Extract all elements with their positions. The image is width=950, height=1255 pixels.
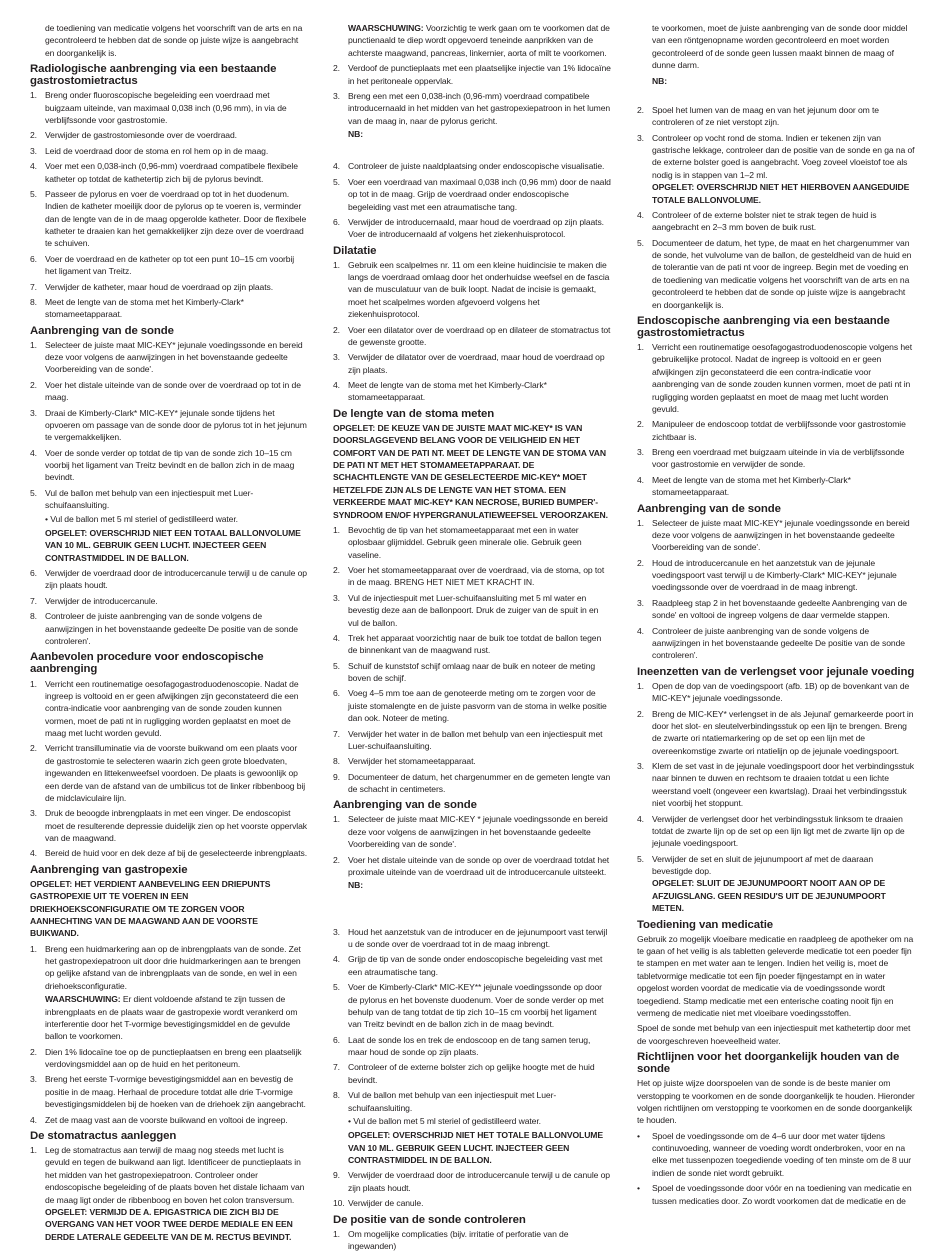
list-item: 4. Trek het apparaat voorzichtig naar de buik toe totdat de ballon tegen de binnenkant van de maagwand rust. <box>333 632 602 656</box>
list-item: 2. Verwijder de gastrostomiesonde over de voerdraad. <box>30 130 237 141</box>
list-item: 3. Vul de injectiespuit met Luer-schuifaansluiting met 5 ml water en bevestig deze aan de ballonpoort. Druk de zuiger van de spuit in en vul de ballon. <box>333 592 599 628</box>
list-item: 1. Selecteer de juiste maat MIC-KEY * jejunale voedingssonde en bereid deze voor volgens de aanwijzingen in het bovenstaande gedeelte Voorbereiding van de sonde'. <box>333 814 608 850</box>
list-item: 7. Verwijder het water in de ballon met behulp van een injectiespuit met Luer-schuifaansluiting. <box>333 728 603 751</box>
intro-text: de toediening van medicatie volgens het voorschrift van de arts en na gecontroleerd te hebben dat de sonde op juiste wijze is aangebracht en doorgankelijk is. <box>45 23 303 58</box>
list-item: 8. Verwijder het stomameetapparaat. <box>333 756 476 767</box>
list-item: 5. Verwijder de set en sluit de jejunumpoort af met de daaraan bevestigde dop. OPGELET: SLUIT DE JEJUNUMPOORT NOOIT AAN OP DE AFZUIGSLANG. GEEN RESIDU'S UIT DE JEJUNUMPOORT METEN. <box>637 853 915 915</box>
list-item: 1. Verricht een routinematige oesofagogastroduodenoscopie. Nadat de ingreep is voltooid en er geen afwijkingen zijn geconstateerd die een contra-indicatie voor aanbrenging van de sonde zouden kunnen vormen, moet de pati nt in rugligging worden geplaatst en moet de maag met lucht worden gevuld. <box>30 678 299 739</box>
section-heading: De lengte van de stoma meten <box>333 407 495 420</box>
section-heading: Richtlijnen voor het doorgankelijk houden van de sonde <box>637 1051 900 1076</box>
section-heading: De positie van de sonde controleren <box>333 1213 526 1226</box>
list-item: 2. Verdoof de punctieplaats met een plaatselijke injectie van 1% lidocaïne in het peritoneale oppervlak. <box>333 63 611 86</box>
steps-list <box>30 89 308 320</box>
steps-list <box>637 517 915 662</box>
steps-list <box>30 339 308 648</box>
list-item: 3. Druk de beoogde inbrengplaats in met een vinger. De endoscopist moet de resulterende depressie duidelijk zien op het voorste oppervlak van de maagwand. <box>30 808 307 844</box>
list-item: 4. Grijp de tip van de sonde onder endoscopische begeleiding vast met een atraumatische tang. <box>333 954 603 977</box>
section-heading: Aanbrenging van de sonde <box>30 324 174 337</box>
section-heading: Toediening van medicatie <box>637 918 774 931</box>
list-item: 6. Voer de voerdraad en de katheter op tot een punt 10–15 cm voorbij het ligament van Treitz. <box>30 253 295 277</box>
caution-text: OPGELET: VERMIJD DE A. EPIGASTRICA DIE ZICH BIJ DE OVERGANG VAN HET VOOR TWEE DERDE MEDIALE EN EEN DERDE LATERALE GEDEELTE VAN DE M. RECTUS BEVINDT. <box>45 1206 293 1242</box>
list-item: 2. Verricht transilluminatie via de voorste buikwand om een plaats voor de gastrostomie te selecteren waarin zich geen grote bloedvaten, ingewanden en littekenweefsel voordoen. De plaats is gewoonlijk op een derde van de afstand van de umbilicus tot de linker ribbenboog bij de midclaviculaire lijn. <box>30 743 306 803</box>
caution-text: OPGELET: OVERSCHRIJD NIET HET HIERBOVEN AANGEDUIDE TOTALE BALLONVOLUME. <box>652 182 910 205</box>
list-item: 1. Selecteer de juiste maat MIC-KEY* jejunale voedingssonde en bereid deze voor volgens de aanwijzingen in het bovenstaande gedeelte Voorbereiding van de sonde'. <box>637 517 910 553</box>
section-heading: Dilatatie <box>333 244 377 257</box>
steps-list <box>30 678 308 860</box>
list-item: 8. Controleer de juiste aanbrenging van de sonde volgens de aanwijzingen in het bovenstaande gedeelte De positie van de sonde controleren'. <box>30 611 298 646</box>
list-item: 2. Breng de MIC-KEY* verlengset in de als Jejunal' gemarkeerde poort in door het slot- en sleutelverbindingsstuk op een lijn te brengen. Breng de zwarte ori ntatiemarkering op de set op een lijn met de overeenkomstige zwarte ori ntatielijn op de jejunale voedingspoort. <box>637 708 914 756</box>
list-item: 1. Bevochtig de tip van het stomameetapparaat met een in water oplosbaar glijmiddel. Gebruik geen minerale olie. Gebruik geen vaseline. <box>333 524 582 560</box>
steps-list <box>637 680 915 915</box>
column-1 <box>30 22 308 1246</box>
list-item: 1. Gebruik een scalpelmes nr. 11 om een kleine huidincisie te maken die langs de voerdraad omlaag door het onderhuidse weefsel en de fascia van de musculatuur van de buik loopt. Nadat de incisie is gemaakt, moet het scalpelmes worden afgevoerd volgens het ziekenhuisprotocol. <box>333 259 610 320</box>
warning-text: WAARSCHUWING: Er dient voldoende afstand te zijn tussen de inbrengplaats en de plaats waar de gastropexie wordt verankerd om interferentie door het T-vormige bevestigingsmiddel en de gevulde ballon te voorkomen. <box>45 994 298 1042</box>
nb-label: NB: <box>348 880 363 891</box>
section-heading: Endoscopische aanbrenging via een bestaande gastrostomietractus <box>637 314 890 339</box>
bullet-note: • Vul de ballon met 5 ml steriel of gedistilleerd water. <box>45 513 238 524</box>
list-item: 4. Controleer de juiste naaldplaatsing onder endoscopische visualisatie. <box>333 161 605 172</box>
caution-text: OPGELET: DE KEUZE VAN DE JUISTE MAAT MIC-KEY* IS VAN DOORSLAGGEVEND BELANG VOOR DE VEILIGHEID EN HET COMFORT VAN DE PATI NT. MEET DE LENGTE VAN DE STOMA VAN DE PATI NT MET HET STOMAMEETAPPARAAT. DE SCHACHTLENGTE VAN DE GESELECTEERDE MIC-KEY* MOET HETZELFDE ZIJN ALS DE LENGTE VAN HET STOMA. EEN VERKEERDE MAAT MIC-KEY* KAN NECROSE, BURIED BUMPER'-SYNDROOM EN/OF HYPERGRANULATIEWEEFSEL VEROORZAKEN. <box>333 422 608 520</box>
list-item: 4. Controleer de juiste aanbrenging van de sonde volgens de aanwijzingen in het bovenstaande gedeelte De positie van de sonde controleren'. <box>637 625 905 661</box>
list-item: 2. Voer een dilatator over de voerdraad op en dilateer de stomatractus tot de gewenste grootte. <box>333 324 611 347</box>
list-item: 1. Verricht een routinematige oesofagogastroduodenoscopie volgens het gebruikelijke protocol. Nadat de ingreep is voltooid en er geen afwijkingen zijn geconstateerd die een contra-indicatie voor aanbrenging van de sonde zouden kunnen vormen, moet de pati nt in rugligging worden geplaatst en moet de maag met lucht worden gevuld. <box>637 342 912 414</box>
list-item: 7. Controleer of de externe bolster zich op gelijke hoogte met de huid bevindt. <box>333 1062 595 1085</box>
list-item: 7. Verwijder de introducercanule. <box>30 595 158 606</box>
list-item: 4. Voer met een 0,038-inch (0,96-mm) voerdraad compatibele flexibele katheter op totdat de kathetertip zich bij de pylorus bevindt. <box>30 161 298 184</box>
list-item: 5. Voer een voerdraad van maximaal 0,038 inch (0,96 mm) door de naald op tot in de maag. Grijp de voerdraad onder endoscopische begeleiding vast met een atraumatische tang. <box>333 176 611 212</box>
list-item: 8. Meet de lengte van de stoma met het Kimberly-Clark* stomameetapparaat. <box>30 296 244 320</box>
list-item: 1. Selecteer de juiste maat MIC-KEY* jejunale voedingssonde en bereid deze voor volgens de aanwijzingen in het bovenstaande gedeelte Voorbereiding van de sonde'. <box>30 339 303 375</box>
section-heading: De stomatractus aanleggen <box>30 1129 177 1142</box>
list-item: 1. Breng een huidmarkering aan op de inbrengplaats van de sonde. Zet het gastropexiepatroon uit door drie huidmarkeringen aan te brengen op gelijke afstand van de inbrengplaats van de sonde, en wel in een driehoeksconfiguratie. WAARSCHUWING: Er dient voldoende afstand te zijn tussen de inbrengplaats en de plaats waar de gastropexie wordt verankerd om interferentie door het T-vormige bevestigingsmiddel en de gevulde ballon te voorkomen. <box>30 943 308 1043</box>
steps-list <box>333 259 611 404</box>
warning-text: WAARSCHUWING: Voorzichtig te werk gaan om te voorkomen dat de punctienaald te diep wordt opgevoerd teneinde aanprikken van de achterste maagwand, pancreas, linkernier, aorta of milt te voorkomen. <box>348 23 610 58</box>
nb-label: NB: <box>652 75 667 86</box>
list-item: 3. Klem de set vast in de jejunale voedingspoort door het verbindingsstuk naar binnen te duwen en rechtsom te draaien totdat u een lichte weerstand voelt (ongeveer een kwartslag). Draai het verbindingsstuk niet voorbij het stoppunt. <box>637 761 914 809</box>
caution-text: OPGELET: SLUIT DE JEJUNUMPOORT NOOIT AAN OP DE AFZUIGSLANG. GEEN RESIDU'S UIT DE JEJUNUMPOORT METEN. <box>652 878 886 914</box>
steps-list <box>637 104 915 311</box>
paragraph: Spoel de sonde met behulp van een injectiespuit met kathetertip door met de voorgeschreven hoeveelheid water. <box>637 1023 911 1046</box>
list-item: 3. Houd het aanzetstuk van de introducer en de jejunumpoort vast terwijl u de sonde over de voerdraad tot in de maag inbrengt. <box>333 926 608 950</box>
list-item: 3. Draai de Kimberly-Clark* MIC-KEY* jejunale sonde tijdens het opvoeren om passage van de sonde door de pylorus tot in het jejunum te vergemakkelijken. <box>30 407 307 443</box>
steps-list <box>333 62 611 241</box>
caution-text: OPGELET: OVERSCHRIJD NIET EEN TOTAAL BALLONVOLUME VAN 10 ML. GEBRUIK GEEN LUCHT. INJECTEER GEEN CONTRASTMIDDEL IN DE BALLON. <box>45 527 301 563</box>
nb-label: NB: <box>348 129 363 139</box>
list-item: • Spoel de voedingssonde door vóór en na toediening van medicatie en tussen medicaties door. Zo wordt voorkomen dat de medicatie en de <box>637 1183 912 1206</box>
list-item: 1. Om mogelijke complicaties (bijv. irritatie of perforatie van de ingewanden) <box>333 1228 569 1252</box>
list-item: 3. Verwijder de dilatator over de voerdraad, maar houd de voerdraad op zijn plaats. <box>333 352 605 375</box>
section-heading: Aanbrenging van de sonde <box>637 502 781 515</box>
list-item: 4. Meet de lengte van de stoma met het Kimberly-Clark* stomameetapparaat. <box>637 474 851 498</box>
list-item: 5. Passeer de pylorus en voer de voerdraad op tot in het duodenum. Indien de katheter moeilijk door de pylorus op te voeren is, verminder dan de lengte van de in de maag opgerolde katheter. Door de flexibele katheter te draaien kan het gemakkelijker zijn deze over de voerdraad te schuiven. <box>30 188 307 249</box>
list-item: 9. Verwijder de voerdraad door de introducercanule terwijl u de canule op zijn plaats houdt. <box>333 1170 610 1193</box>
list-item: 2. Dien 1% lidocaïne toe op de punctieplaatsen en breng een plaatselijk verdovingsmiddel aan op de huid en het peritoneum. <box>30 1046 302 1070</box>
list-item: 1. Breng onder fluoroscopische begeleiding een voerdraad met buigzaam uiteinde, van maximaal 0,038 inch (0,96 mm), in via de verblijfssonde voor gastrostomie. <box>30 90 287 126</box>
list-item: 5. Vul de ballon met behulp van een injectiespuit met Luer-schuifaansluiting. • Vul de ballon met 5 ml steriel of gedistilleerd water. OPGELET: OVERSCHRIJD NIET EEN TOTAAL BALLONVOLUME VAN 10 ML. GEBRUIK GEEN LUCHT. INJECTEER GEEN CONTRASTMIDDEL IN DE BALLON. <box>30 487 308 564</box>
list-item: 2. Voer het distale uiteinde van de sonde over de voerdraad op tot in de maag. <box>30 379 301 403</box>
section-heading: Aanbrenging van de sonde <box>333 799 477 812</box>
list-item: 7. Verwijder de katheter, maar houd de voerdraad op zijn plaats. <box>30 281 273 292</box>
list-item: 2. Voer het distale uiteinde van de sonde op over de voerdraad totdat het proximale uiteinde van de voerdraad uit de introducercanule uitsteekt. NB: <box>333 854 610 891</box>
list-item: 5. Documenteer de datum, het type, de maat en het chargenummer van de sonde, het vulvolume van de ballon, de gesteldheid van de huid en de tolerantie van de pati nt voor de ingreep. Begin met de voeding en de toediening van medicatie volgens het voorschrift van de arts en na gecontroleerd te hebben dat de sonde op juiste wijze is aangebracht en doorgankelijk is. <box>637 237 912 310</box>
section-heading: Radiologische aanbrenging via een bestaande gastrostomietractus <box>30 63 277 88</box>
list-item: 6. Verwijder de voerdraad door de introducercanule terwijl u de canule op zijn plaats houdt. <box>30 568 307 591</box>
list-item: 4. Verwijder de verlengset door het verbindingsstuk linksom te draaien totdat de zwarte lijn op de set op een lijn ligt met de zwarte lijn op de jejunale voedingspoort. <box>637 813 905 849</box>
list-item: 3. Breng een voerdraad met buigzaam uiteinde in via de verblijfssonde voor gastrostomie en verwijder de sonde. <box>637 447 905 470</box>
list-item: 4. Zet de maag vast aan de voorste buikwand en voltooi de ingreep. <box>30 1114 288 1125</box>
list-item: 6. Voeg 4–5 mm toe aan de genoteerde meting om te zorgen voor de juiste stomalengte en de juiste pasvorm van de stoma in welke positie dan ook. Noteer de meting. <box>333 688 607 724</box>
list-item: 4. Bereid de huid voor en dek deze af bij de geselecteerde inbrengplaats. <box>30 848 307 859</box>
steps-list <box>30 1144 308 1243</box>
list-item: 3. Breng een met een 0,038-inch (0,96-mm) voerdraad compatibele introducernaald in het midden van het gastropexiepatroon in het lumen van de maag in, naar de pylorus gericht. NB: <box>333 90 611 139</box>
caution-text: OPGELET: HET VERDIENT AANBEVELING EEN DRIEPUNTS GASTROPEXIE UIT TE VOEREN IN EEN DRIEKHOEKSCONFIGURATIE OM TE ZORGEN VOOR AANHECHTING VAN DE MAAGWAND AAN DE VOORSTE BUIKWAND. <box>30 878 271 939</box>
list-item: 3. Controleer op vocht rond de stoma. Indien er tekenen zijn van gastrische lekkage, controleer dan de positie van de sonde en ga na of de externe bolster goed is aangebracht. Voeg zoveel vloeistof toe als nodig is in stappen van 1–2 ml. OPGELET: OVERSCHRIJD NIET HET HIERBOVEN AANGEDUIDE TOTALE BALLONVOLUME. <box>637 132 915 205</box>
list-item: 6. Verwijder de introducernaald, maar houd de voerdraad op zijn plaats. Voer de introducernaald af volgens het ziekenhuisprotocol. <box>333 216 604 240</box>
steps-list <box>333 813 611 1209</box>
bullet-list <box>637 1130 915 1207</box>
steps-list <box>637 341 915 499</box>
list-item: 2. Houd de introducercanule en het aanzetstuk van de jejunale voedingspoort vast terwijl u de Kimberly-Clark* MIC-KEY* jejunale voedingssonde over de voerdraad in de maag inbrengt. <box>637 557 897 593</box>
section-heading: Ineenzetten van de verlengset voor jejunale voeding <box>637 665 915 678</box>
list-item: 2. Voer het stomameetapparaat over de voerdraad, via de stoma, op tot in de maag. BRENG HET NIET MET KRACHT IN. <box>333 565 605 588</box>
steps-list <box>30 943 308 1126</box>
list-item: • Spoel de voedingssonde om de 4–6 uur door met water tijdens continuvoeding, wanneer de voeding wordt onderbroken, voor en na elke met tussenpozen toegediende voeding of ten minste om de 8 uur indien de sonde niet wordt gebruikt. <box>637 1130 912 1178</box>
list-item: 2. Spoel het lumen van de maag en van het jejunum door om te controleren of ze niet verstopt zijn. <box>637 104 879 128</box>
list-item: 6. Laat de sonde los en trek de endoscoop en de tang samen terug, maar houd de sonde op zijn plaats. <box>333 1034 591 1058</box>
column-3 <box>637 22 915 1210</box>
bullet-note: • Vul de ballon met 5 ml steriel of gedistilleerd water. <box>348 1115 541 1126</box>
list-item: 4. Meet de lengte van de stoma met het Kimberly-Clark* stomameetapparaat. <box>333 380 547 403</box>
list-item: 8. Vul de ballon met behulp van een injectiespuit met Luer-schuifaansluiting. • Vul de ballon met 5 ml steriel of gedistilleerd water. OPGELET: OVERSCHRIJD NIET HET TOTALE BALLONVOLUME VAN 10 ML. GEBRUIK GEEN LUCHT. INJECTEER GEEN CONTRASTMIDDEL IN DE BALLON. <box>333 1089 611 1166</box>
column-2 <box>333 22 611 1255</box>
list-item: 5. Voer de Kimberly-Clark* MIC-KEY** jejunale voedingssonde op door de pylorus en het bovenste duodenum. Voer de sonde verder op met behulp van de tang totdat de tip zich 10–15 cm voorbij het ligament van Treitz bevindt en de ballon zich in de maag bevindt. <box>333 982 604 1030</box>
list-item: 10. Verwijder de canule. <box>333 1198 424 1209</box>
list-item: 3. Leid de voerdraad door de stoma en rol hem op in de maag. <box>30 145 269 156</box>
list-item: 3. Raadpleeg stap 2 in het bovenstaande gedeelte Aanbrenging van de sonde' en voltooi de ingreep volgens de daar vermelde stappen. <box>637 597 907 621</box>
caution-text: OPGELET: OVERSCHRIJD NIET HET TOTALE BALLONVOLUME VAN 10 ML. GEBRUIK GEEN LUCHT. INJECTEER GEEN CONTRASTMIDDEL IN DE BALLON. <box>348 1130 603 1166</box>
list-item: 1. Leg de stomatractus aan terwijl de maag nog steeds met lucht is gevuld en tegen de buikwand aan ligt. Identificeer de punctieplaats in het midden van het gastropexiepatroon. Controleer onder endoscopische begeleiding of de plaats boven het distale lichaam van de maag ligt onder de ribbenboog en boven het colon transversum. OPGELET: VERMIJD DE A. EPIGASTRICA DIE ZICH BIJ DE OVERGANG VAN HET VOOR TWEE DERDE MEDIALE EN EEN DERDE LATERALE GEDEELTE VAN DE M. RECTUS BEVINDT. <box>30 1144 308 1243</box>
section-heading: Aanbevolen procedure voor endoscopische aanbrenging <box>30 651 264 676</box>
section-heading: Aanbrenging van gastropexie <box>30 863 188 876</box>
list-item: 2. Manipuleer de endoscoop totdat de verblijfssonde voor gastrostomie zichtbaar is. <box>637 419 906 442</box>
paragraph: Gebruik zo mogelijk vloeibare medicatie en raadpleeg de apotheker om na te gaan of het veilig is als tabletten geleverde medicatie tot een poeder fijn te stampen en met water aan te lengen. Indien het veilig is, moet de tabletvormige medicatie tot een fijn poeder fijngestampt en in water opgelost worden voordat de medicatie via de voedingssonde wordt toegediend. Stamp medicatie met een enterische coating nooit fijn en vermeng de medicatie niet met vloeibare voedingsstoffen. <box>637 933 914 1018</box>
list-item: 9. Documenteer de datum, het chargenummer en de gemeten lengte van de schacht in centimeters. <box>333 771 611 795</box>
list-item: 1. Open de dop van de voedingspoort (afb. 1B) op de bovenkant van de MIC-KEY* jejunale voedingssonde. <box>637 680 910 704</box>
list-item: 4. Controleer of de externe bolster niet te strak tegen de huid is aangebracht en 2–3 mm boven de buik rust. <box>637 209 877 233</box>
list-item: 5. Schuif de kunststof schijf omlaag naar de buik en noteer de meting boven de schijf. <box>333 660 596 684</box>
list-item: 4. Voer de sonde verder op totdat de tip van de sonde zich 10–15 cm voorbij het ligament van Treitz bevindt en de ballon zich in de maag bevindt. <box>30 447 295 483</box>
steps-list <box>333 1228 611 1253</box>
list-item: 3. Breng het eerste T-vormige bevestigingsmiddel aan en bevestig de positie in de maag. Herhaal de procedure totdat alle drie T-vormige bevestigingsmiddelen bij de hoeken van de driehoek zijn aangebracht. <box>30 1074 306 1110</box>
steps-list <box>333 524 611 796</box>
intro-text: te voorkomen, moet de juiste aanbrenging van de sonde door middel van een röntgenopname worden gecontroleerd en moet worden gecontroleerd of de sonde geen lussen maakt binnen de maag of dunne darm. <box>652 23 908 71</box>
paragraph: Het op juiste wijze doorspoelen van de sonde is de beste manier om verstopping te voorkomen en de sonde doorgankelijk te houden. Hieronder volgen richtlijnen om verstopping te voorkomen en de sonde doorgankelijk te houden. <box>637 1078 915 1126</box>
